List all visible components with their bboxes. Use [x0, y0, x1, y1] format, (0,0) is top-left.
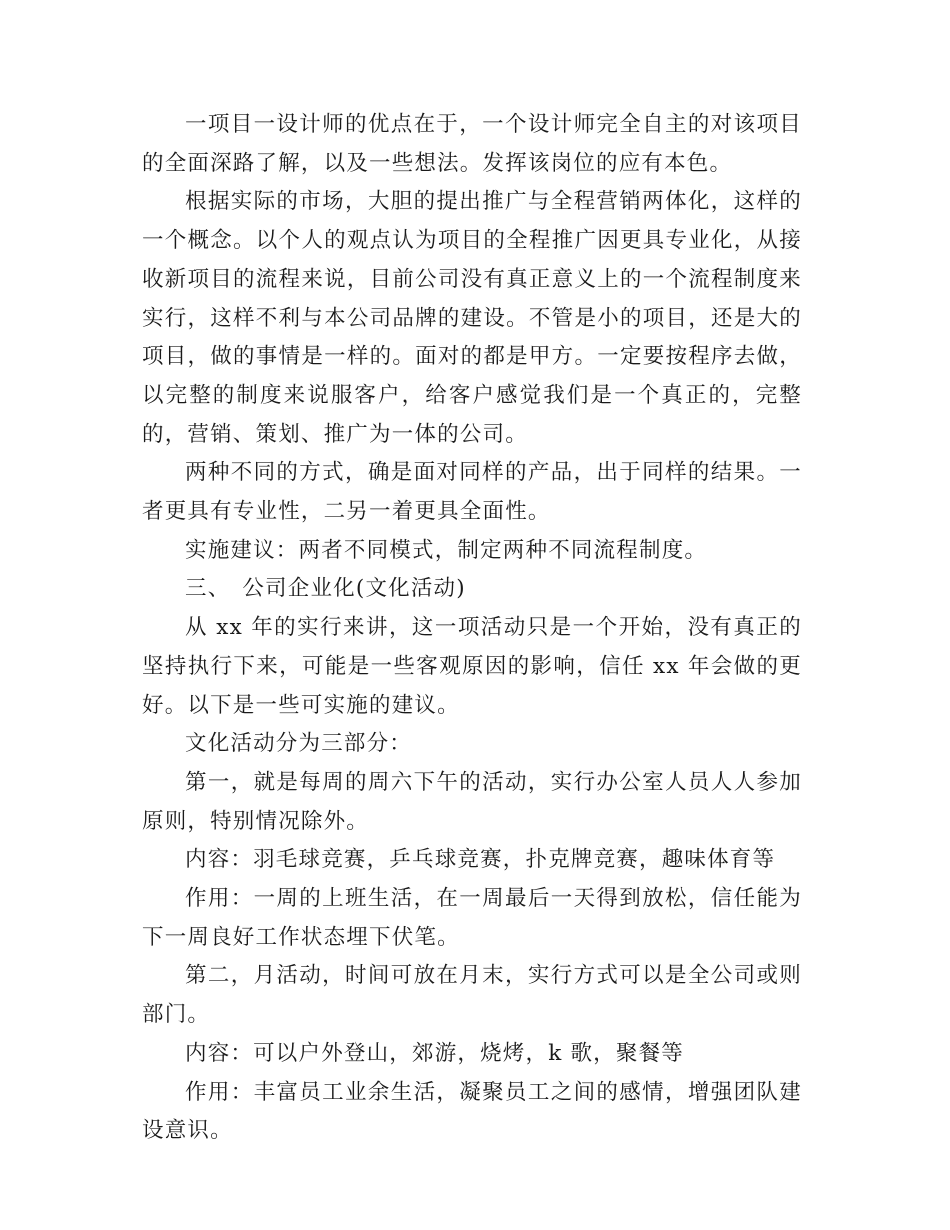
paragraph-activity-review: 从 xx 年的实行来讲，这一项活动只是一个开始，没有真正的坚持执行下来，可能是一些客观原因的影响，信任 xx 年会做的更好。以下是一些可实施的建议。: [142, 615, 802, 718]
paragraph-weekly-content: 内容：羽毛球竞赛，乒乓球竞赛，扑克牌竞赛，趣味体育等: [185, 847, 776, 873]
paragraph-activity-parts: 文化活动分为三部分：: [185, 731, 413, 757]
section-heading-culture-activities: 三、 公司企业化(文化活动): [185, 576, 466, 602]
paragraph-monthly-content: 内容：可以户外登山，郊游，烧烤，k 歌，聚餐等: [185, 1040, 684, 1066]
document-body: [142, 106, 802, 1151]
paragraph-weekly-activity: 第一，就是每周的周六下午的活动，实行办公室人员人人参加原则，特别情况除外。: [142, 769, 802, 834]
paragraph-designer-advantage: 一项目一设计师的优点在于，一个设计师完全自主的对该项目的全面深路了解，以及一些想法。发挥该岗位的应有本色。: [142, 112, 802, 176]
paragraph-weekly-purpose: 作用：一周的上班生活，在一周最后一天得到放松，信任能为下一周良好工作状态埋下伏笔。: [142, 886, 802, 950]
paragraph-market-integration: 根据实际的市场，大胆的提出推广与全程营销两体化，这样的一个概念。以个人的观点认为项目的全程推广因更具专业化，从接收新项目的流程来说，目前公司没有真正意义上的一个流程制度来实行，这样不利与本公司品牌的建设。不管是小的项目，还是大的项目，做的事情是一样的。面对的都是甲方。一定要按程序去做，以完整的制度来说服客户，给客户感觉我们是一个真正的，完整的，营销、策划、推广为一体的公司。: [142, 189, 802, 447]
paragraph-monthly-activity: 第二，月活动，时间可放在月末，实行方式可以是全公司或则部门。: [142, 963, 802, 1028]
paragraph-two-approaches: 两种不同的方式，确是面对同样的产品，出于同样的结果。一者更具有专业性，二另一着更具全面性。: [142, 460, 802, 525]
paragraph-monthly-purpose: 作用：丰富员工业余生活，凝聚员工之间的感情，增强团队建设意识。: [142, 1079, 802, 1144]
paragraph-implementation-suggestion: 实施建议：两者不同模式，制定两种不同流程制度。: [185, 537, 708, 563]
